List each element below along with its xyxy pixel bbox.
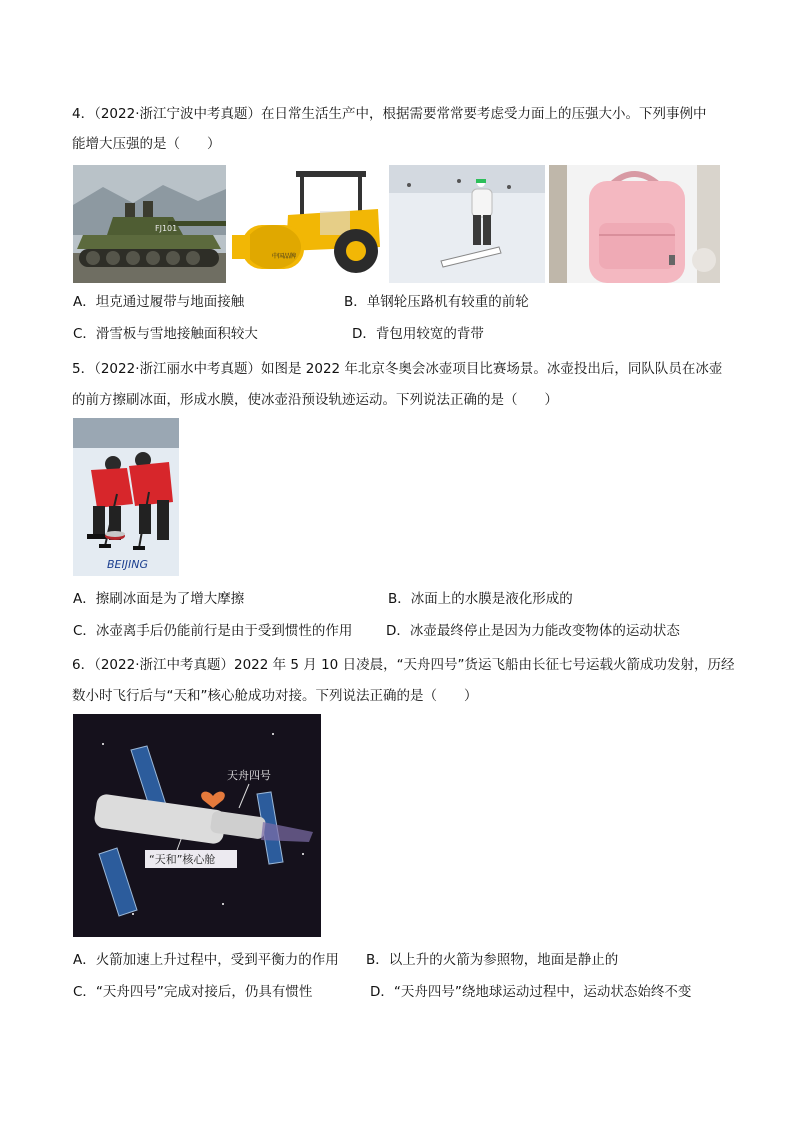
question-6-option-c[interactable]: C．“天舟四号”完成对接后，仍具有惯性 xyxy=(73,984,313,1000)
question-6-stem-line2: 数小时飞行后与“天和”核心舱成功对接。下列说法正确的是（ ） xyxy=(72,688,478,704)
backpack-image xyxy=(549,165,720,283)
roller-brand-text: 中国品牌 xyxy=(272,253,297,260)
road-roller-image xyxy=(228,165,385,283)
curling-image xyxy=(73,418,179,576)
question-4-option-c[interactable]: C．滑雪板与雪地接触面积较大 xyxy=(73,326,258,342)
question-5-option-c[interactable]: C．冰壶离手后仍能前行是由于受到惯性的作用 xyxy=(73,623,353,639)
question-5-option-b[interactable]: B．冰面上的水膜是液化形成的 xyxy=(388,591,573,607)
ice-beijing-text: BEIJING xyxy=(107,558,148,571)
space-station-image xyxy=(73,714,321,937)
question-6-option-a[interactable]: A．火箭加速上升过程中，受到平衡力的作用 xyxy=(73,952,339,968)
question-5-option-a[interactable]: A．擦刷冰面是为了增大摩擦 xyxy=(73,591,245,607)
svg-text:FJ101: FJ101 xyxy=(155,224,178,233)
tianzhou-label: 天舟四号 xyxy=(227,769,271,782)
question-6-stem-line1: 6．（2022·浙江中考真题）2022 年 5 月 10 日凌晨，“天舟四号”货运飞船由长征七号运载火箭成功发射，历经 xyxy=(72,657,735,673)
snowboard-image xyxy=(389,165,545,283)
question-5-option-d[interactable]: D．冰壶最终停止是因为力能改变物体的运动状态 xyxy=(386,623,680,639)
question-4-option-b[interactable]: B．单钢轮压路机有较重的前轮 xyxy=(344,294,529,310)
question-5-stem-line1: 5．（2022·浙江丽水中考真题）如图是 2022 年北京冬奥会冰壶项目比赛场景。冰壶投出后，同队队员在冰壶 xyxy=(72,361,723,377)
question-4-option-d[interactable]: D．背包用较宽的背带 xyxy=(352,326,484,342)
question-4-stem-line1: 4．（2022·浙江宁波中考真题）在日常生活生产中，根据需要常常要考虑受力面上的压强大小。下列事例中 xyxy=(72,106,707,122)
question-6-option-b[interactable]: B．以上升的火箭为参照物，地面是静止的 xyxy=(366,952,619,968)
question-4-stem-line2: 能增大压强的是（ ） xyxy=(72,136,221,152)
question-6-option-d[interactable]: D．“天舟四号”绕地球运动过程中，运动状态始终不变 xyxy=(370,984,692,1000)
question-5-stem-line2: 的前方擦刷冰面，形成水膜，使冰壶沿预设轨迹运动。下列说法正确的是（ ） xyxy=(72,392,558,408)
tank-image xyxy=(73,165,226,283)
tianhe-label: “天和”核心舱 xyxy=(149,853,216,866)
question-4-option-a[interactable]: A．坦克通过履带与地面接触 xyxy=(73,294,245,310)
